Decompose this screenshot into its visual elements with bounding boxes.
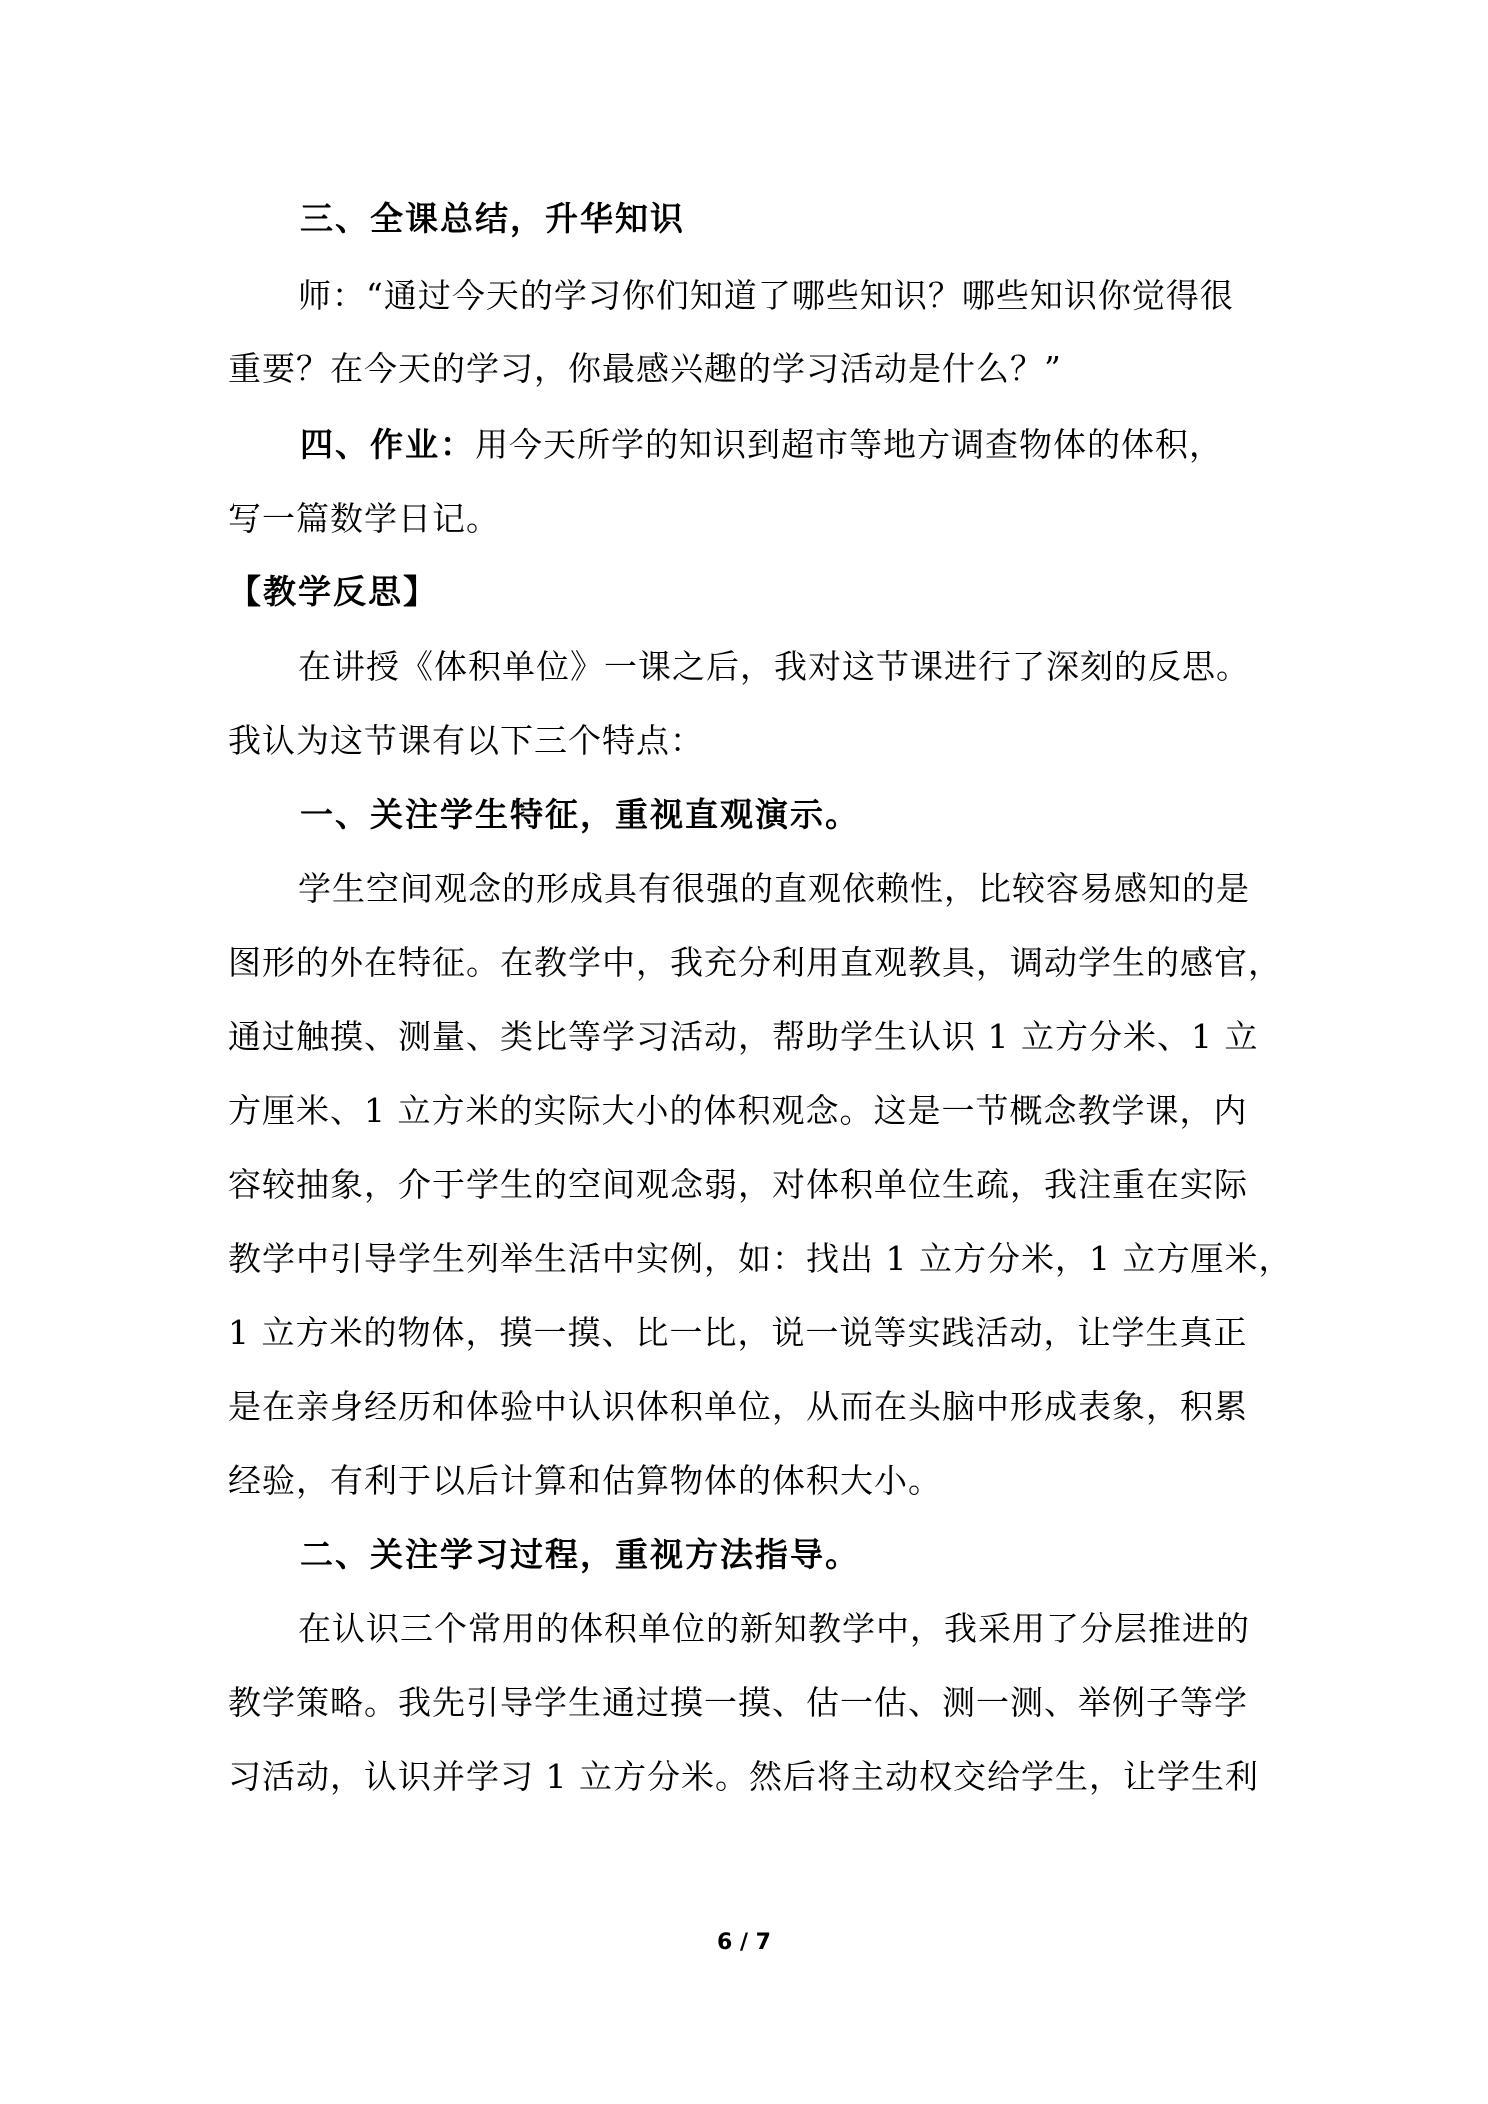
point1-line: 学生空间观念的形成具有很强的直观依赖性，比较容易感知的是	[298, 869, 1250, 908]
point2-heading: 二、关注学习过程，重视方法指导。	[300, 1535, 860, 1574]
homework-line-1: 用今天所学的知识到超市等地方调查物体的体积，	[475, 425, 1223, 464]
reflection-heading: 【教学反思】	[228, 572, 438, 611]
reflection-intro-line-1: 在讲授《体积单位》一课之后，我对这节课进行了深刻的反思。	[298, 647, 1250, 686]
reflection-intro-line-2: 我认为这节课有以下三个特点：	[228, 721, 704, 760]
point1-line: 教学中引导学生列举生活中实例，如：找出 1 立方分米，1 立方厘米，	[228, 1239, 1293, 1278]
teacher-quote-line-1: 师：“通过今天的学习你们知道了哪些知识？哪些知识你觉得很	[298, 276, 1234, 315]
point2-line: 习活动，认识并学习 1 立方分米。然后将主动权交给学生，让学生利	[228, 1757, 1259, 1796]
point2-line: 在认识三个常用的体积单位的新知教学中，我采用了分层推进的	[298, 1609, 1250, 1648]
point1-heading: 一、关注学生特征，重视直观演示。	[300, 795, 860, 834]
teacher-quote-line-2: 重要？在今天的学习，你最感兴趣的学习活动是什么？”	[228, 349, 1062, 388]
point2-line: 教学策略。我先引导学生通过摸一摸、估一估、测一测、举例子等学	[228, 1683, 1248, 1722]
homework-line-2: 写一篇数学日记。	[228, 499, 500, 538]
page-number: 6 / 7	[717, 1930, 771, 1955]
homework-paragraph	[300, 424, 1223, 466]
point1-line: 是在亲身经历和体验中认识体积单位，从而在头脑中形成表象，积累	[228, 1387, 1248, 1426]
point1-line: 容较抽象，介于学生的空间观念弱，对体积单位生疏，我注重在实际	[228, 1165, 1248, 1204]
point1-line: 1 立方米的物体，摸一摸、比一比，说一说等实践活动，让学生真正	[228, 1313, 1248, 1352]
point1-line: 方厘米、1 立方米的实际大小的体积观念。这是一节概念教学课，内	[228, 1091, 1248, 1130]
point1-line: 图形的外在特征。在教学中，我充分利用直观教具，调动学生的感官，	[228, 943, 1282, 982]
point1-line: 通过触摸、测量、类比等学习活动，帮助学生认识 1 立方分米、1 立	[228, 1017, 1259, 1056]
summary-heading: 三、全课总结，升华知识	[300, 199, 685, 238]
point1-line: 经验，有利于以后计算和估算物体的体积大小。	[228, 1461, 942, 1500]
homework-label: 四、作业：	[300, 425, 475, 464]
